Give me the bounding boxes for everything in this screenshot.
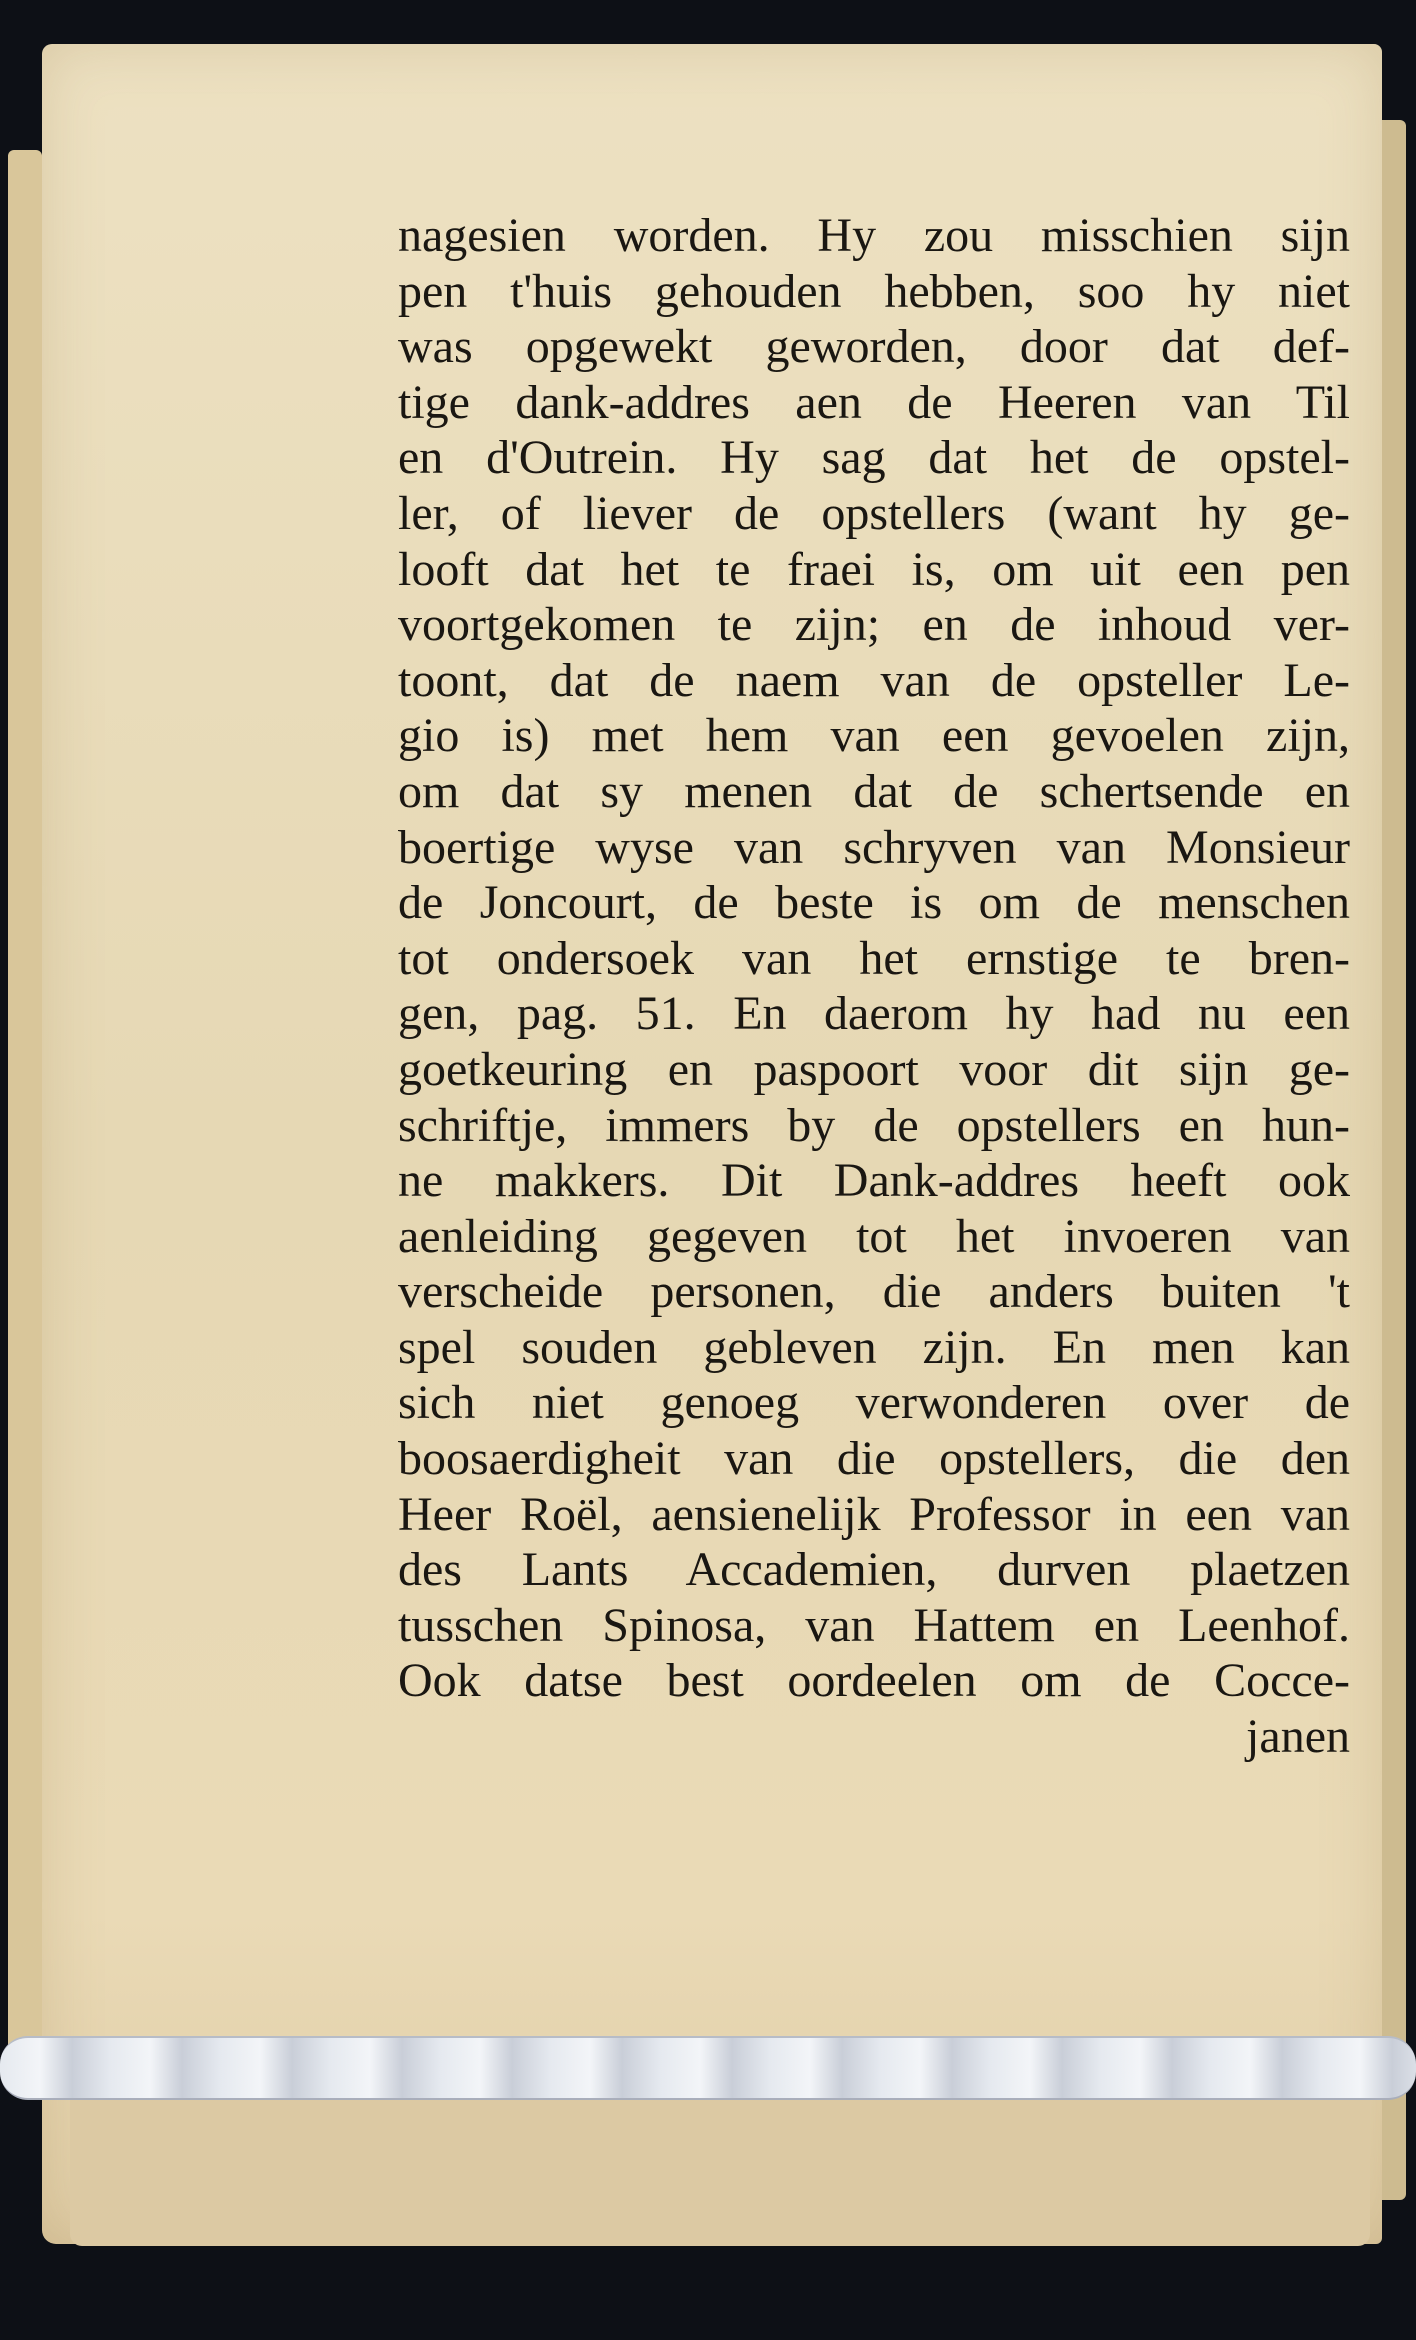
text-line: pen t'huis gehouden hebben, soo hy niet: [398, 264, 1350, 318]
text-line: spel souden gebleven zijn. En men kan: [398, 1320, 1350, 1374]
lower-page-edge: [70, 2096, 1370, 2246]
text-line: looft dat het te fraei is, om uit een pen: [398, 542, 1350, 596]
text-line: en d'Outrein. Hy sag dat het de opstel-: [398, 431, 1350, 485]
text-line: gen, pag. 51. En daerom hy had nu een: [398, 987, 1350, 1041]
text-line: tusschen Spinosa, van Hattem en Leenhof.: [398, 1598, 1350, 1652]
text-line: sich niet genoeg verwonderen over de: [398, 1376, 1350, 1430]
text-line: ler, of liever de opstellers (want hy ge-: [398, 486, 1350, 540]
text-line: tige dank-addres aen de Heeren van Til: [398, 375, 1350, 429]
text-line: tot ondersoek van het ernstige te bren-: [398, 931, 1350, 985]
text-line: toont, dat de naem van de opsteller Le-: [398, 653, 1350, 707]
text-line: verscheide personen, die anders buiten 't: [398, 1265, 1350, 1319]
text-line: Heer Roël, aensienelijk Professor in een van: [398, 1487, 1350, 1541]
text-line: goetkeuring en paspoort voor dit sijn ge-: [398, 1042, 1350, 1096]
page-edge-left: [8, 150, 42, 2050]
text-line: was opgewekt geworden, door dat def-: [398, 320, 1350, 374]
text-line: ne makkers. Dit Dank-addres heeft ook: [398, 1154, 1350, 1208]
text-line: de Joncourt, de beste is om de menschen: [398, 876, 1350, 930]
ribbon-bookmark: [0, 2036, 1416, 2100]
text-line: aenleiding gegeven tot het invoeren van: [398, 1209, 1350, 1263]
text-line: Ook datse best oordeelen om de Cocce-: [398, 1654, 1350, 1708]
text-line: schriftje, immers by de opstellers en hun-: [398, 1098, 1350, 1152]
text-line: om dat sy menen dat de schertsende en: [398, 764, 1350, 818]
text-line: boertige wyse van schryven van Monsieur: [398, 820, 1350, 874]
text-line: nagesien worden. Hy zou misschien sijn: [398, 209, 1350, 262]
text-line: boosaerdigheit van die opstellers, die den: [398, 1432, 1350, 1486]
page-text: [398, 208, 1350, 1765]
catchword: janen: [1246, 1710, 1350, 1764]
text-line: voortgekomen te zijn; en de inhoud ver-: [398, 598, 1350, 652]
text-line: gio is) met hem van een gevoelen zijn,: [398, 709, 1350, 763]
text-line: des Lants Accademien, durven plaetzen: [398, 1543, 1350, 1597]
